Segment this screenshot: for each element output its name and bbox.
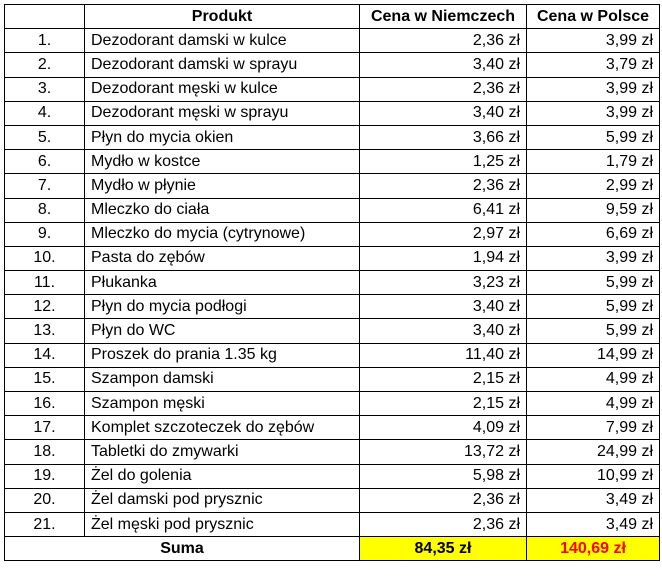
- price-germany: 3,40 zł: [360, 319, 527, 343]
- table-row: [5, 198, 660, 222]
- price-poland: 5,99 zł: [527, 295, 660, 319]
- table-row: [5, 319, 660, 343]
- table-row: [5, 174, 660, 198]
- table-row: [5, 125, 660, 149]
- price-poland: 24,99 zł: [527, 440, 660, 464]
- row-number: 1.: [5, 29, 85, 53]
- table-row: [5, 512, 660, 536]
- row-number: 3.: [5, 77, 85, 101]
- product-name: Płyn do mycia podłogi: [85, 295, 360, 319]
- price-comparison-table: [4, 4, 660, 561]
- table-row: [5, 295, 660, 319]
- product-name: Komplet szczoteczek do zębów: [85, 416, 360, 440]
- price-germany: 1,25 zł: [360, 150, 527, 174]
- price-germany: 2,36 zł: [360, 77, 527, 101]
- row-number: 20.: [5, 488, 85, 512]
- price-poland: 9,59 zł: [527, 198, 660, 222]
- row-number: 14.: [5, 343, 85, 367]
- price-poland: 4,99 zł: [527, 392, 660, 416]
- table-row: [5, 101, 660, 125]
- table-row: [5, 150, 660, 174]
- price-comparison-sheet: [4, 4, 659, 582]
- table-row: [5, 343, 660, 367]
- table-row: [5, 29, 660, 53]
- price-poland: 5,99 zł: [527, 319, 660, 343]
- table-row: [5, 392, 660, 416]
- row-number: 6.: [5, 150, 85, 174]
- row-number: 18.: [5, 440, 85, 464]
- row-number: 12.: [5, 295, 85, 319]
- product-name: Dezodorant męski w sprayu: [85, 101, 360, 125]
- product-name: Płyn do mycia okien: [85, 125, 360, 149]
- product-name: Dezodorant męski w kulce: [85, 77, 360, 101]
- header-number: [5, 5, 85, 29]
- product-name: Dezodorant damski w sprayu: [85, 53, 360, 77]
- table-row: [5, 222, 660, 246]
- row-number: 21.: [5, 512, 85, 536]
- price-germany: 13,72 zł: [360, 440, 527, 464]
- row-number: 8.: [5, 198, 85, 222]
- price-poland: 5,99 zł: [527, 271, 660, 295]
- header-row: [5, 5, 660, 29]
- header-price-poland: Cena w Polsce: [527, 5, 660, 29]
- price-poland: 4,99 zł: [527, 367, 660, 391]
- price-poland: 2,99 zł: [527, 174, 660, 198]
- table-row: [5, 246, 660, 270]
- price-poland: 3,99 zł: [527, 101, 660, 125]
- header-price-germany: Cena w Niemczech: [360, 5, 527, 29]
- table-row: [5, 416, 660, 440]
- sum-price-poland: 140,69 zł: [527, 537, 660, 561]
- table-body: [5, 29, 660, 537]
- price-poland: 3,99 zł: [527, 29, 660, 53]
- row-number: 2.: [5, 53, 85, 77]
- table-row: [5, 488, 660, 512]
- price-germany: 11,40 zł: [360, 343, 527, 367]
- row-number: 17.: [5, 416, 85, 440]
- price-poland: 1,79 zł: [527, 150, 660, 174]
- product-name: Tabletki do zmywarki: [85, 440, 360, 464]
- price-poland: 14,99 zł: [527, 343, 660, 367]
- price-poland: 10,99 zł: [527, 464, 660, 488]
- price-germany: 3,40 zł: [360, 53, 527, 77]
- price-germany: 2,15 zł: [360, 367, 527, 391]
- price-germany: 2,97 zł: [360, 222, 527, 246]
- row-number: 13.: [5, 319, 85, 343]
- price-germany: 2,36 zł: [360, 488, 527, 512]
- product-name: Żel do golenia: [85, 464, 360, 488]
- price-poland: 6,69 zł: [527, 222, 660, 246]
- sum-row: [5, 537, 660, 561]
- table-row: [5, 440, 660, 464]
- sum-label: Suma: [5, 537, 360, 561]
- header-product: Produkt: [85, 5, 360, 29]
- product-name: Mydło w płynie: [85, 174, 360, 198]
- price-germany: 2,36 zł: [360, 174, 527, 198]
- row-number: 9.: [5, 222, 85, 246]
- row-number: 16.: [5, 392, 85, 416]
- price-germany: 3,40 zł: [360, 295, 527, 319]
- price-germany: 2,15 zł: [360, 392, 527, 416]
- product-name: Żel męski pod prysznic: [85, 512, 360, 536]
- row-number: 5.: [5, 125, 85, 149]
- price-germany: 3,23 zł: [360, 271, 527, 295]
- price-poland: 3,49 zł: [527, 488, 660, 512]
- product-name: Mleczko do ciała: [85, 198, 360, 222]
- table-row: [5, 53, 660, 77]
- product-name: Płyn do WC: [85, 319, 360, 343]
- price-germany: 5,98 zł: [360, 464, 527, 488]
- price-poland: 3,99 zł: [527, 77, 660, 101]
- price-germany: 3,66 zł: [360, 125, 527, 149]
- price-poland: 5,99 zł: [527, 125, 660, 149]
- row-number: 11.: [5, 271, 85, 295]
- product-name: Płukanka: [85, 271, 360, 295]
- price-germany: 1,94 zł: [360, 246, 527, 270]
- price-germany: 3,40 zł: [360, 101, 527, 125]
- price-poland: 7,99 zł: [527, 416, 660, 440]
- table-row: [5, 464, 660, 488]
- row-number: 7.: [5, 174, 85, 198]
- row-number: 19.: [5, 464, 85, 488]
- price-germany: 6,41 zł: [360, 198, 527, 222]
- sum-price-germany: 84,35 zł: [360, 537, 527, 561]
- price-germany: 4,09 zł: [360, 416, 527, 440]
- product-name: Mydło w kostce: [85, 150, 360, 174]
- table-row: [5, 271, 660, 295]
- product-name: Proszek do prania 1.35 kg: [85, 343, 360, 367]
- table-row: [5, 77, 660, 101]
- product-name: Pasta do zębów: [85, 246, 360, 270]
- row-number: 4.: [5, 101, 85, 125]
- price-germany: 2,36 zł: [360, 512, 527, 536]
- price-poland: 3,99 zł: [527, 246, 660, 270]
- product-name: Szampon męski: [85, 392, 360, 416]
- price-germany: 2,36 zł: [360, 29, 527, 53]
- product-name: Mleczko do mycia (cytrynowe): [85, 222, 360, 246]
- row-number: 15.: [5, 367, 85, 391]
- price-poland: 3,49 zł: [527, 512, 660, 536]
- product-name: Żel damski pod prysznic: [85, 488, 360, 512]
- row-number: 10.: [5, 246, 85, 270]
- product-name: Dezodorant damski w kulce: [85, 29, 360, 53]
- table-row: [5, 367, 660, 391]
- price-poland: 3,79 zł: [527, 53, 660, 77]
- product-name: Szampon damski: [85, 367, 360, 391]
